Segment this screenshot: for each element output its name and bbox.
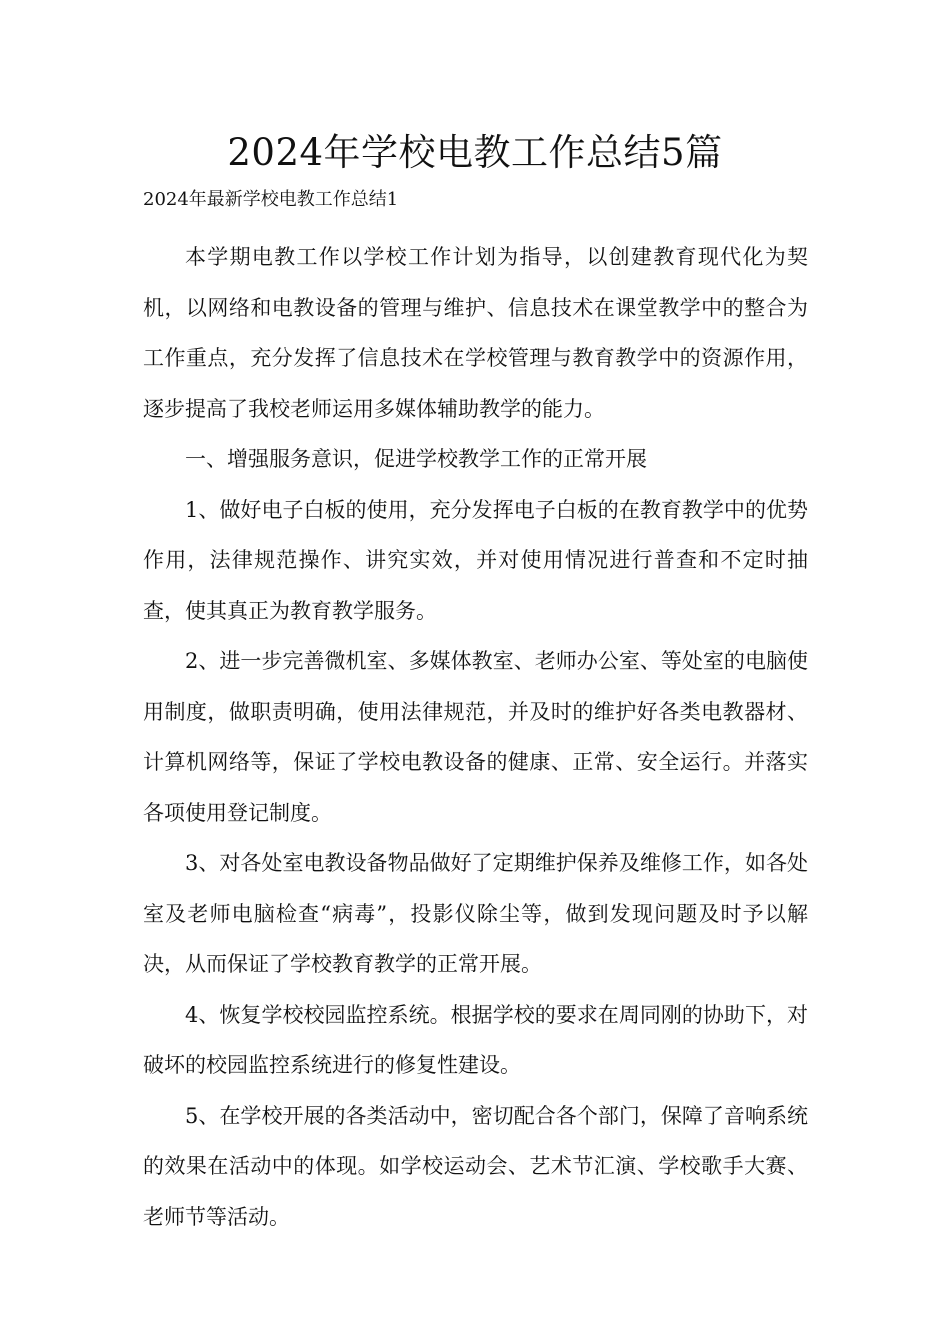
paragraph-item-5: 5、在学校开展的各类活动中，密切配合各个部门，保障了音响系统的效果在活动中的体现。如学校运动会、艺术节汇演、学校歌手大赛、老师节等活动。 [143,1103,808,1229]
paragraph-item-4: 4、恢复学校校园监控系统。根据学校的要求在周同刚的协助下，对破坏的校园监控系统进行的修复性建设。 [143,1002,808,1077]
paragraph-item-2: 2、进一步完善微机室、多媒体教室、老师办公室、等处室的电脑使用制度，做职责明确，使用法律规范，并及时的维护好各类电教器材、计算机网络等，保证了学校电教设备的健康、正常、安全运行。并落实各项使用登记制度。 [143,649,808,825]
document-title: 2024年学校电教工作总结5篇 [227,131,723,174]
paragraph-item-1: 1、做好电子白板的使用，充分发挥电子白板的在教育教学中的优势作用，法律规范操作、讲究实效，并对使用情况进行普查和不定时抽查，使其真正为教育教学服务。 [143,497,808,623]
document-body [143,232,808,1242]
paragraph-item-3: 3、对各处室电教设备物品做好了定期维护保养及维修工作，如各处室及老师电脑检查“病毒”，投影仪除尘等，做到发现问题及时予以解决，从而保证了学校教育教学的正常开展。 [143,851,808,976]
paragraph-intro: 本学期电教工作以学校工作计划为指导，以创建教育现代化为契机，以网络和电教设备的管理与维护、信息技术在课堂教学中的整合为工作重点，充分发挥了信息技术在学校管理与教育教学中的资源作用，逐步提高了我校老师运用多媒体辅助教学的能力。 [143,245,808,421]
document-subtitle: 2024年最新学校电教工作总结1 [143,189,399,210]
section-heading-1: 一、增强服务意识，促进学校教学工作的正常开展 [185,447,647,471]
